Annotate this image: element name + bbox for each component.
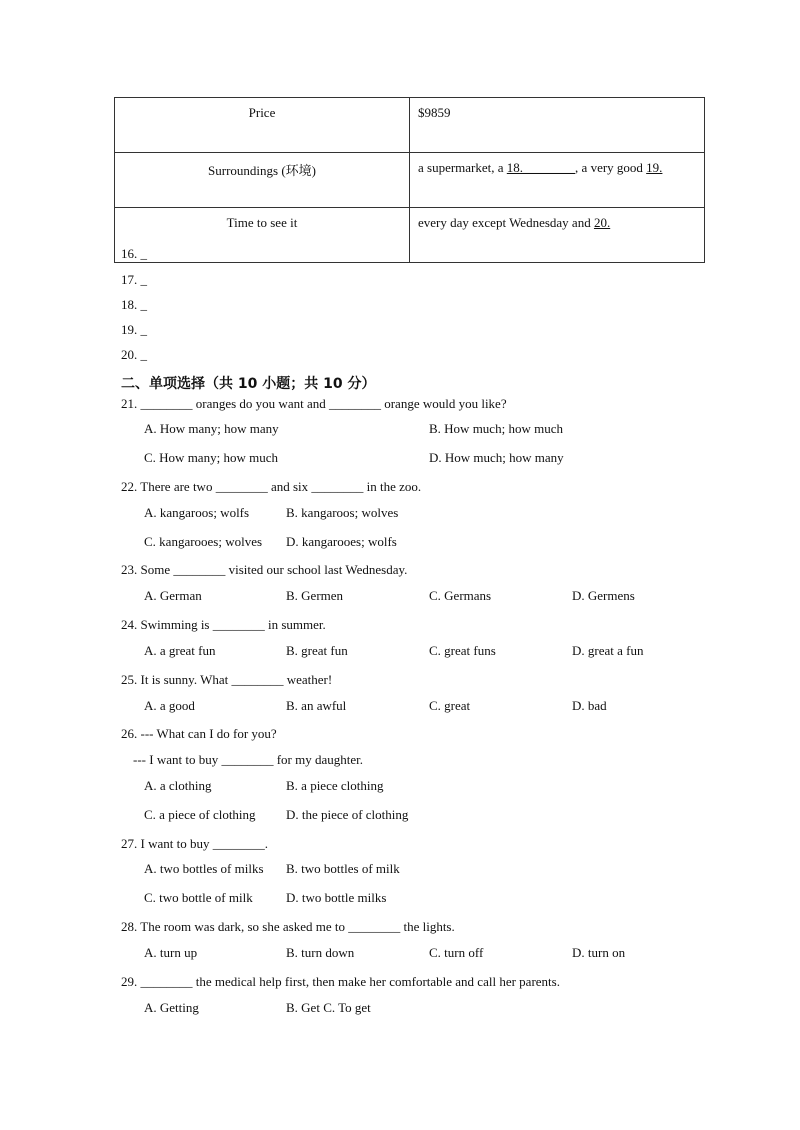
option-a[interactable]: A. two bottles of milks [144,861,264,876]
answer-blank-20[interactable]: 20. _ [121,347,147,362]
option-a[interactable]: A. How many; how many [144,421,279,436]
option-b[interactable]: B. turn down [286,945,355,960]
option-c[interactable]: C. How many; how much [144,450,278,465]
table-value-cell [410,98,705,153]
blank-20[interactable]: 20. [593,215,611,230]
question-21: 21. ________ oranges do you want and ________ orange would you like? [121,396,507,411]
option-a[interactable]: A. German [144,588,202,603]
table-label-cell: Time to see it [115,208,410,263]
value-text: , a very good [575,160,647,175]
table-label-cell: Price [115,98,410,153]
option-a[interactable]: A. Getting [144,1000,199,1015]
option-b-c[interactable]: B. Get C. To get [286,1000,371,1015]
option-d[interactable]: D. bad [572,698,607,713]
answer-blank-16[interactable]: 16. _ [121,246,147,261]
table-row [115,153,705,208]
option-d[interactable]: D. the piece of clothing [286,807,409,822]
option-a[interactable]: A. turn up [144,945,198,960]
option-d[interactable]: D. kangarooes; wolfs [286,534,397,549]
question-23: 23. Some ________ visited our school last Wednesday. [121,562,408,577]
option-d[interactable]: D. great a fun [572,643,644,658]
option-c[interactable]: C. a piece of clothing [144,807,256,822]
option-a[interactable]: A. a good [144,698,195,713]
info-table [114,97,705,263]
option-b[interactable]: B. a piece clothing [286,778,384,793]
option-a[interactable]: A. a great fun [144,643,216,658]
option-d[interactable]: D. two bottle milks [286,890,387,905]
option-c[interactable]: C. turn off [429,945,484,960]
option-b[interactable]: B. Germen [286,588,344,603]
question-22: 22. There are two ________ and six ________ in the zoo. [121,479,422,494]
value-text: a supermarket, a [418,160,507,175]
question-25: 25. It is sunny. What ________ weather! [121,672,333,687]
option-c[interactable]: C. great [429,698,471,713]
option-b[interactable]: B. great fun [286,643,348,658]
option-a[interactable]: A. a clothing [144,778,212,793]
question-27: 27. I want to buy ________. [121,836,268,851]
option-d[interactable]: D. turn on [572,945,626,960]
table-value-cell [410,153,705,208]
blank-19[interactable]: 19. [646,160,663,175]
answer-blank-18[interactable]: 18. _ [121,297,147,312]
question-24: 24. Swimming is ________ in summer. [121,617,326,632]
question-28: 28. The room was dark, so she asked me to ________ the lights. [121,919,455,934]
blank-18[interactable]: 18.________ [506,160,576,175]
answer-blank-19[interactable]: 19. _ [121,322,147,337]
table-row [115,98,705,153]
option-d[interactable]: D. How much; how many [429,450,564,465]
option-c[interactable]: C. great funs [429,643,496,658]
option-a[interactable]: A. kangaroos; wolfs [144,505,250,520]
option-b[interactable]: B. an awful [286,698,347,713]
option-b[interactable]: B. How much; how much [429,421,563,436]
option-b[interactable]: B. two bottles of milk [286,861,400,876]
value-text: $9859 [418,105,451,120]
option-c[interactable]: C. two bottle of milk [144,890,253,905]
table-label-cell: Surroundings (环境) [115,153,410,208]
answer-blank-17[interactable]: 17. _ [121,272,147,287]
table-row [115,208,705,263]
table-value-cell [410,208,705,263]
value-text: every day except Wednesday and [418,215,594,230]
option-b[interactable]: B. kangaroos; wolves [286,505,399,520]
option-d[interactable]: D. Germens [572,588,635,603]
question-26-dialog: --- I want to buy ________ for my daughter. [133,752,363,767]
option-c[interactable]: C. kangarooes; wolves [144,534,263,549]
question-29: 29. ________ the medical help first, then make her comfortable and call her parents. [121,974,560,989]
question-26: 26. --- What can I do for you? [121,726,277,741]
option-c[interactable]: C. Germans [429,588,492,603]
section-title: 二、单项选择（共 10 小题；共 10 分） [121,376,376,392]
